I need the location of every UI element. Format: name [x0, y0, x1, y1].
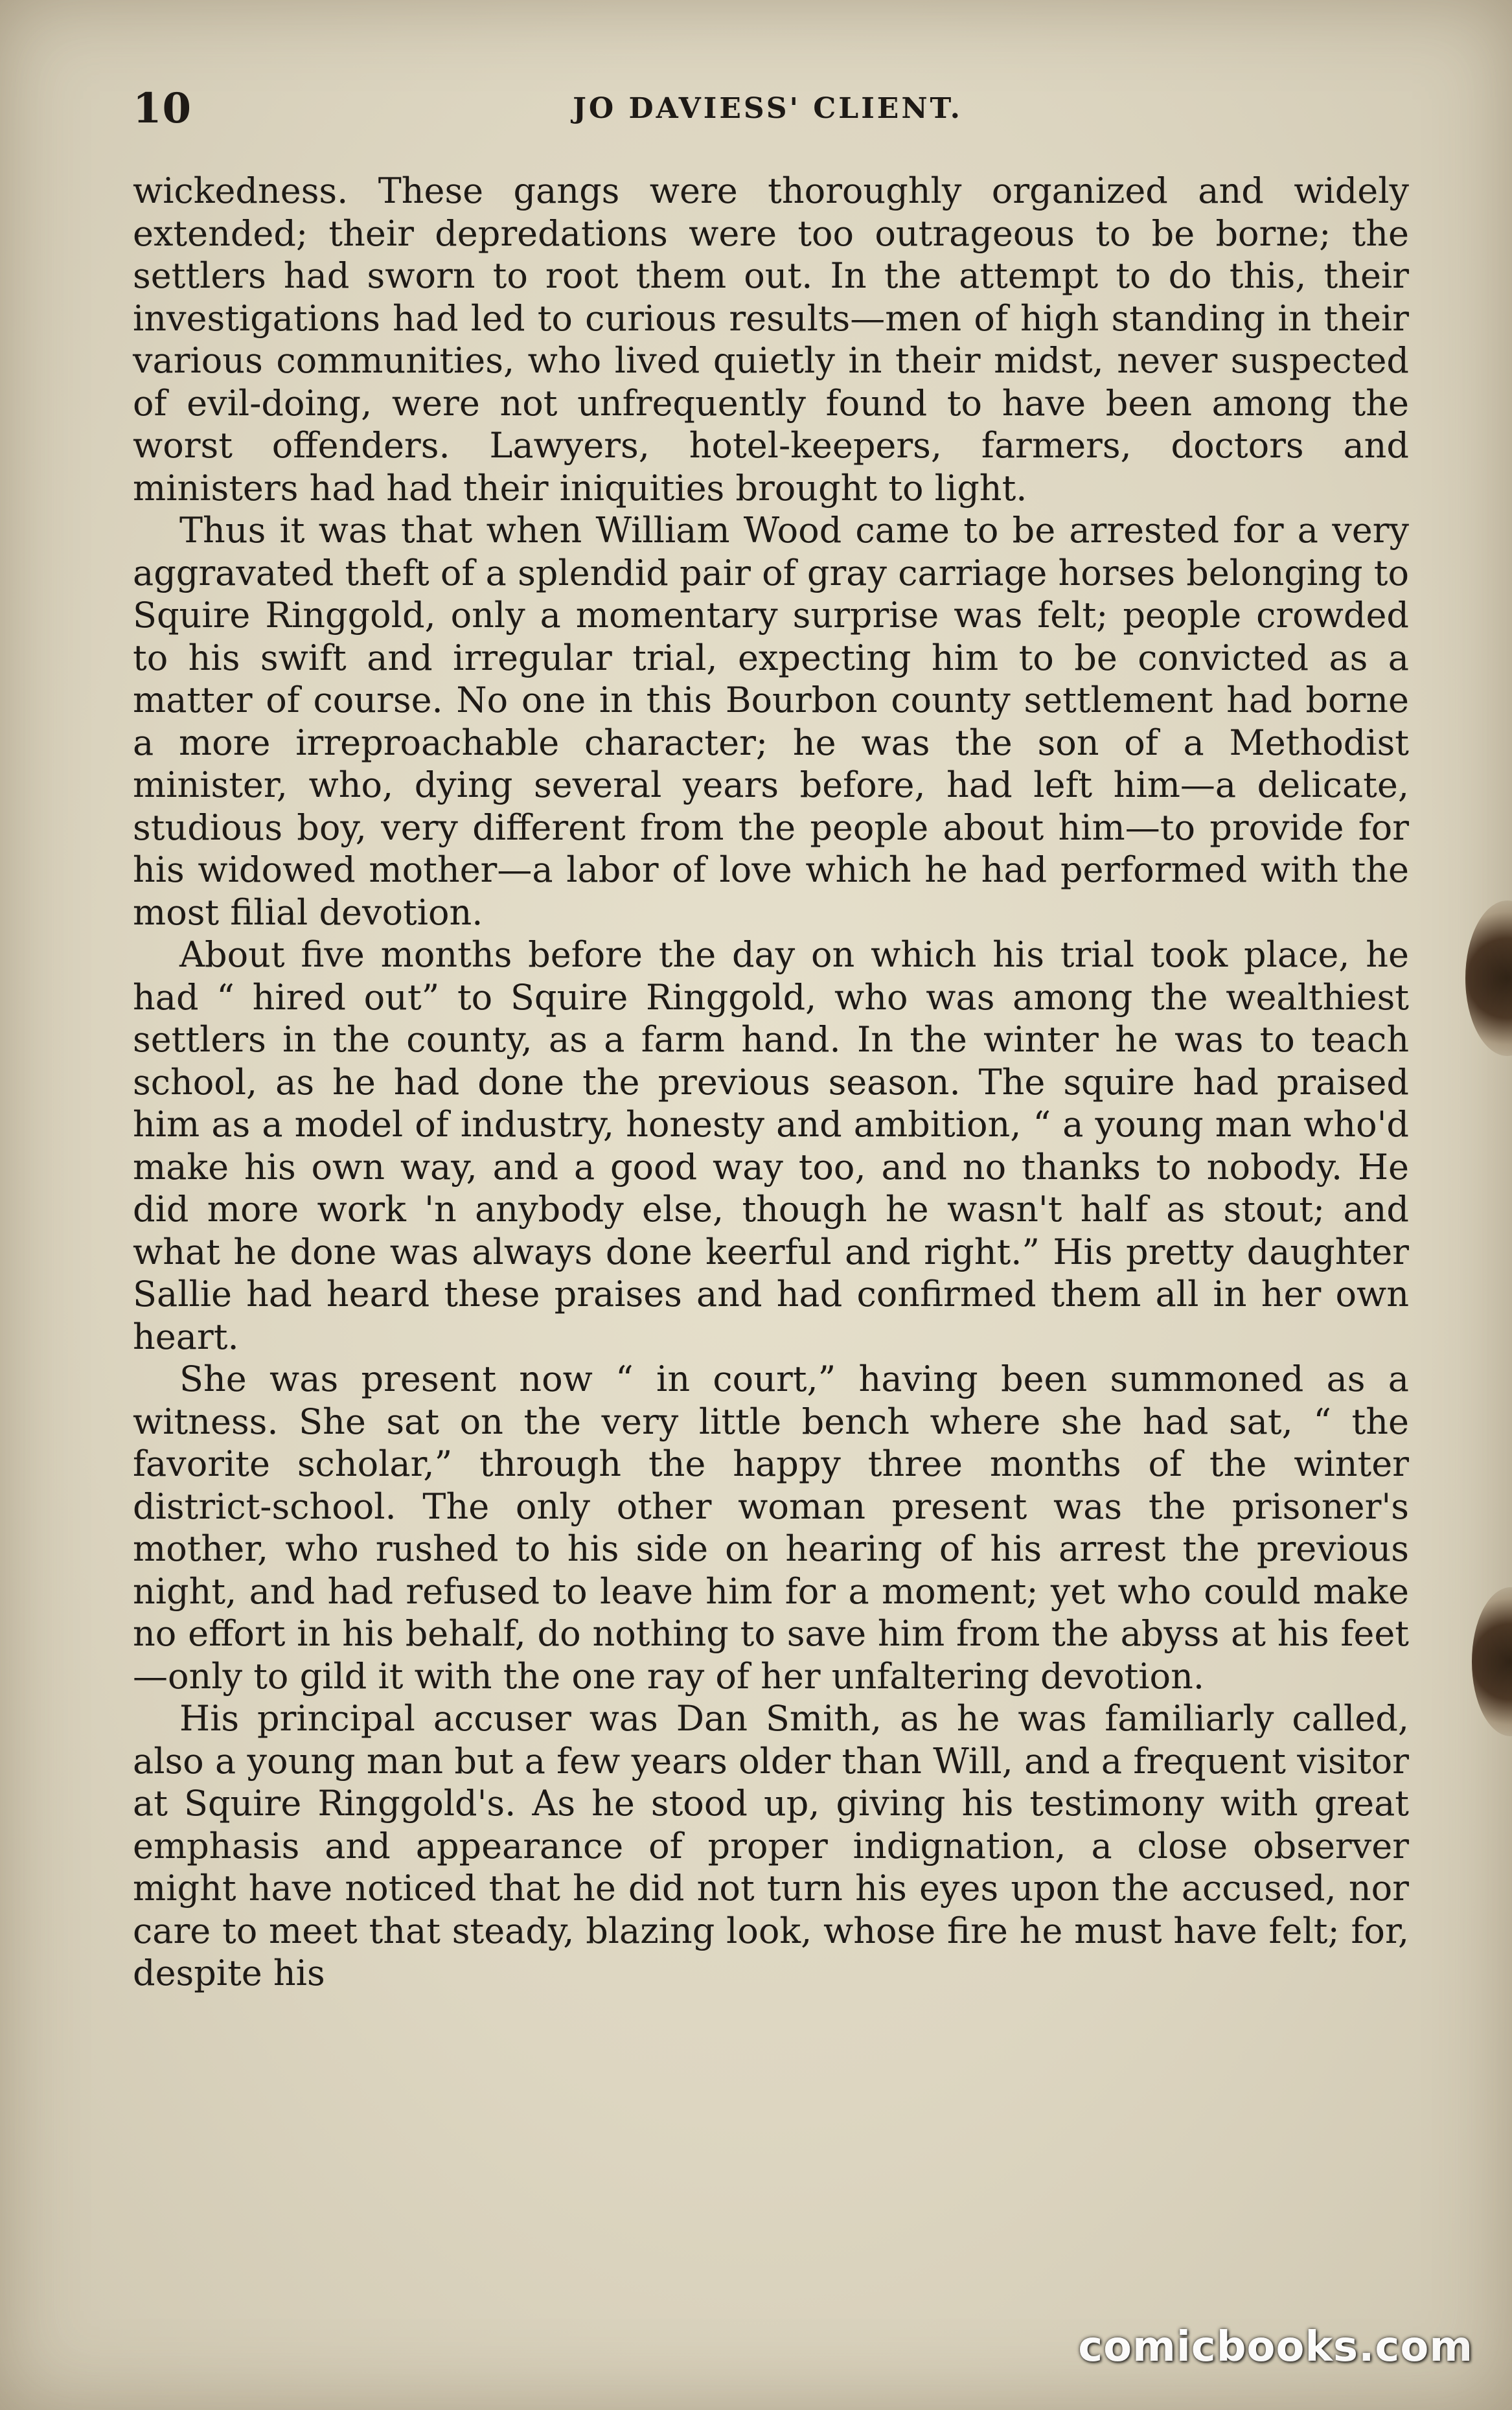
page-stain	[1472, 1587, 1512, 1736]
paragraph-1: wickedness. These gangs were thoroughly organized and widely extended; their depredations were too outrageous to be borne; the settlers had sworn to root them out. In the attempt to do this, their investigations had led to curious results—men of high standing in their various communities, who lived quietly in their midst, never suspected of evil-doing, were not unfrequently found to have been among the worst offenders. Lawyers, hotel-keepers, farmers, doctors and ministers had had their iniquities brought to light.	[133, 170, 1409, 509]
page-header	[133, 78, 1403, 143]
watermark: comicbooks.com	[1078, 2323, 1473, 2371]
body-text	[133, 170, 1409, 1995]
paragraph-4: She was present now “ in court,” having been summoned as a witness. She sat on the very little bench where she had sat, “ the favorite scholar,” through the happy three months of the winter district-school. The only other woman present was the prisoner's mother, who rushed to his side on hearing of his arrest the previous night, and had refused to leave him for a moment; yet who could make no effort in his behalf, do nothing to save him from the abyss at his feet—only to gild it with the one ray of her unfaltering devotion.	[133, 1359, 1409, 1697]
paragraph-5: His principal accuser was Dan Smith, as he was familiarly called, also a young man but a few years older than Will, and a frequent visitor at Squire Ringgold's. As he stood up, giving his testimony with great emphasis and appearance of proper indignation, a close observer might have noticed that he did not turn his eyes upon the accused, nor care to meet that steady, blazing look, whose fire he must have felt; for, despite his	[133, 1698, 1409, 1993]
running-head: JO DAVIESS' CLIENT.	[573, 92, 963, 125]
paragraph-3: About five months before the day on which his trial took place, he had “ hired out” to Squire Ringgold, who was among the wealthiest settlers in the county, as a farm hand. In the winter he was to teach school, as he had done the previous season. The squire had praised him as a model of industry, honesty and ambition, “ a young man who'd make his own way, and a good way too, and no thanks to nobody. He did more work 'n anybody else, though he wasn't half as stout; and what he done was always done keerful and right.” His pretty daughter Sallie had heard these praises and had confirmed them all in her own heart.	[133, 934, 1409, 1357]
page-stain	[1465, 901, 1512, 1056]
paragraph-2: Thus it was that when William Wood came to be arrested for a very aggravated theft of a splendid pair of gray carriage horses belonging to Squire Ringgold, only a momentary surprise was felt; people crowded to his swift and irregular trial, expecting him to be convicted as a matter of course. No one in this Bourbon county settlement had borne a more irreproachable character; he was the son of a Methodist minister, who, dying several years before, had left him—a delicate, studious boy, very different from the people about him—to provide for his widowed mother—a labor of love which he had performed with the most filial devotion.	[133, 510, 1409, 933]
page-number: 10	[133, 84, 192, 133]
